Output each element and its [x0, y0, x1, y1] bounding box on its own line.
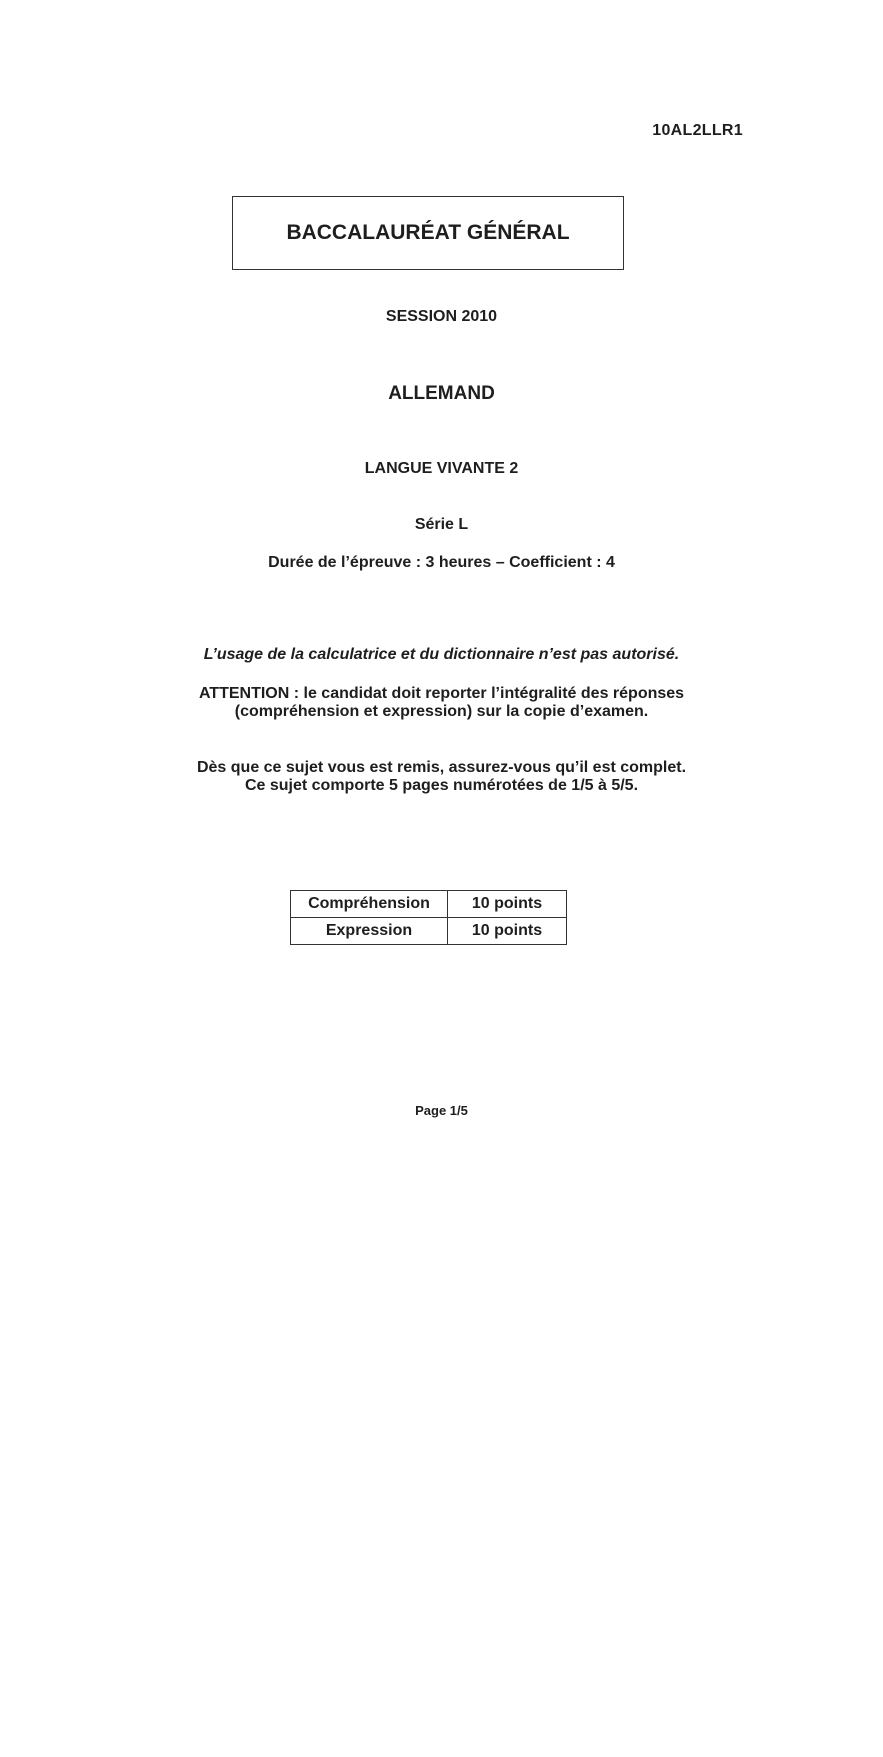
duration-label: Durée de l’épreuve : 3 heures – Coefficient : 4: [268, 554, 615, 571]
serie-label: Série L: [414, 516, 469, 533]
subject-label: ALLEMAND: [388, 383, 495, 404]
exam-title: BACCALAURÉAT GÉNÉRAL: [286, 221, 570, 244]
session-label: SESSION 2010: [385, 308, 498, 325]
table-row: [291, 918, 567, 945]
scoring-points-cell: 10 points: [448, 891, 567, 918]
title-box: [232, 196, 624, 270]
attention-notice-line1: ATTENTION : le candidat doit reporter l’intégralité des réponses: [198, 685, 685, 702]
language-level-label: LANGUE VIVANTE 2: [364, 460, 519, 477]
scoring-part-cell: Compréhension: [291, 891, 448, 918]
calculator-notice: L’usage de la calculatrice et du dictionnaire n’est pas autorisé.: [203, 646, 680, 663]
completeness-notice-line2: Ce sujet comporte 5 pages numérotées de 1/5 à 5/5.: [244, 777, 639, 794]
attention-notice-line2: (compréhension et expression) sur la copie d’examen.: [234, 703, 649, 720]
document-code: 10AL2LLR1: [652, 122, 743, 139]
scoring-part-cell: Expression: [291, 918, 448, 945]
table-row: [291, 891, 567, 918]
completeness-notice-line1: Dès que ce sujet vous est remis, assurez-vous qu’il est complet.: [196, 759, 687, 776]
scoring-table: [290, 890, 567, 945]
page-number: Page 1/5: [415, 1103, 468, 1118]
scoring-points-cell: 10 points: [448, 918, 567, 945]
